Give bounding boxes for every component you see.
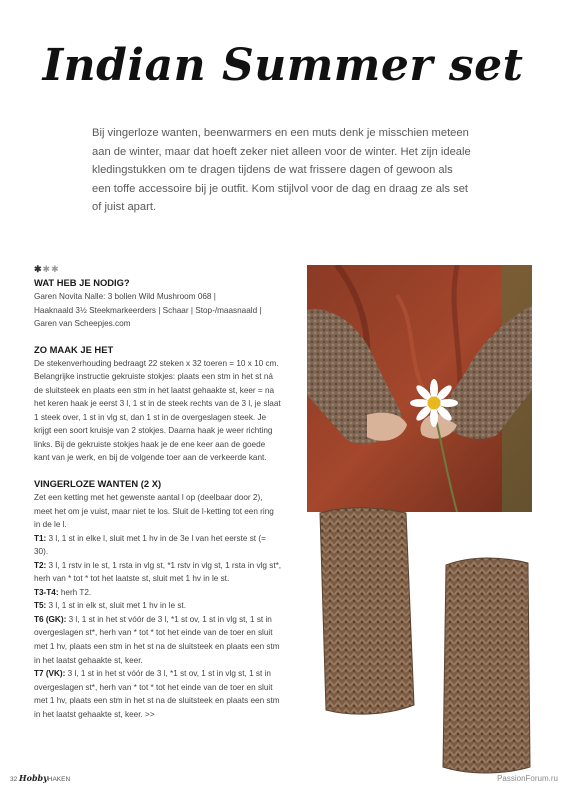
row-label: T1:	[34, 533, 47, 543]
mittens-heading: VINGERLOZE WANTEN (2 X)	[34, 478, 162, 490]
model-photo	[307, 265, 532, 512]
intro-paragraph: Bij vingerloze wanten, beenwarmers en een muts denk je misschien meteen aan de winter, maar dat hoeft zeker niet alleen voor de winter. Het zijn ideale kledingstukken om te dragen tijdens de wat frissere dagen of gewoon als een toffe accessoire bij je outfit. Kom stijlvol voor de dag en draag ze als set of juist apart.	[92, 127, 471, 214]
howto-text: De stekenverhouding bedraagt 22 steken x 32 toeren = 10 x 10 cm. Belangrijke instructie gekruiste stokjes: plaats een stm in het st ná de sluitsteek en plaats een stm in het laatst gehaakte st, keer = na het keren haak je eerst 3 l, 1 st in de steek rechts van de 3 l, je slaat 1 steek over, 1 st in vlg st, dan 1 st in de overgeslagen steek. Je krijgt een soort kruisje van 2 stokjes. Daarna haak je weer richting links. Bij de gekruiste stokjes haak je de ene keer aan de goede kant van je werk, en bij de volgende toer aan de verkeerde kant.	[34, 358, 281, 463]
howto-heading: ZO MAAK JE HET	[34, 343, 114, 355]
difficulty-rating	[34, 264, 60, 275]
watermark: PassionForum.ru	[497, 774, 558, 783]
pattern-row	[34, 667, 282, 721]
row-text: 3 l, 1 st in elke l, sluit met 1 hv in de 3e l van het eerste st (= 30).	[34, 533, 266, 557]
row-text: herh T2.	[58, 587, 92, 597]
pattern-row	[34, 586, 282, 600]
row-label: T7 (VK):	[34, 669, 66, 679]
row-text: 3 l, 1 st in elk st, sluit met 1 hv in le st.	[46, 601, 186, 611]
difficulty-filled: ✱	[34, 264, 43, 274]
row-text: 3 l, 1 st in het st vóór de 3 l, *1 st ov, 1 st in vlg st, 1 st in overgeslagen st*, herh van * tot * tot het einde van de toer en sluit met 1 hv, plaats een stm in het st na de sluitsteek en plaats een stm in het laatst gehaakte st, keer.	[34, 614, 280, 665]
page-title: Indian Summer set	[42, 40, 524, 91]
row-label: T6 (GK):	[34, 614, 67, 624]
mittens-intro: Zet een ketting met het gewenste aantal l op (deelbaar door 2), meet het om je vuist, maar niet te los. Sluit de l-ketting tot een ring in de le l.	[34, 493, 274, 530]
row-label: T2:	[34, 560, 47, 570]
row-text: 3 l, 1 st in het st vóór de 3 l, *1 st ov, 1 st in vlg st, 1 st in overgeslagen st*, herh van * tot * tot het einde van de toer en sluit met 1 hv, plaats een stm in het st na de sluitsteek en plaats een stm in het laatst gehaakte st, keer. >>	[34, 669, 280, 719]
needs-line: Garen Novita Nalle: 3 bollen Wild Mushroom 068 |	[34, 292, 216, 301]
needs-heading: WAT HEB JE NODIG?	[34, 277, 130, 288]
magazine-logo-suffix: HAKEN	[47, 776, 71, 783]
row-label: T3-T4:	[34, 587, 59, 597]
pattern-row	[34, 559, 282, 586]
pattern-row	[34, 613, 282, 667]
instructions-column	[34, 276, 282, 721]
page-number: 32	[10, 776, 18, 783]
needs-line: Garen van Scheepjes.com	[34, 319, 131, 329]
pattern-row	[34, 532, 282, 559]
needs-line: Haaknaald 3½ Steekmarkeerders | Schaar | Stop-/maasnaald |	[34, 305, 262, 315]
row-label: T5:	[34, 601, 47, 611]
pattern-row	[34, 599, 282, 613]
page-footer	[10, 773, 70, 783]
difficulty-empty: ✱✱	[42, 264, 60, 274]
row-text: 3 l, 1 rstv in le st, 1 rsta in vlg st, *1 rstv in vlg st, 1 rsta in vlg st*, herh van * tot * tot het laatste st, sluit met 1 hv in le st.	[34, 560, 282, 584]
mittens-product-image	[318, 505, 538, 780]
magazine-logo: Hobby	[19, 773, 48, 783]
